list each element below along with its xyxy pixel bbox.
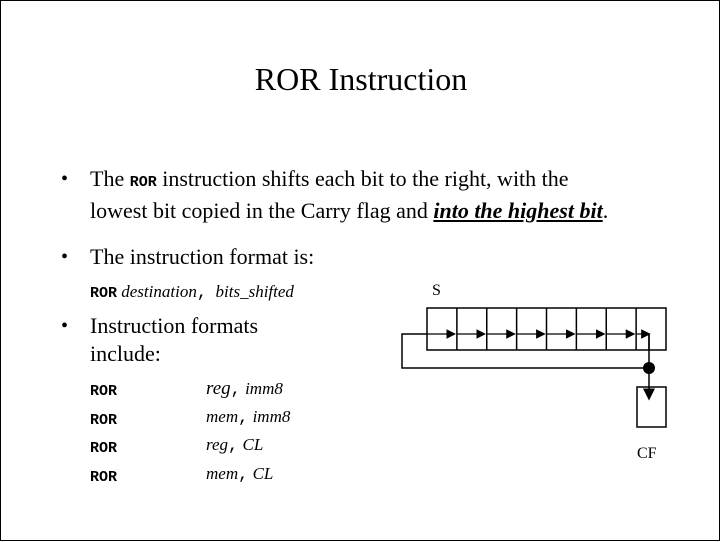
format-arg2: CL (252, 464, 274, 483)
format-keyword: ROR (90, 285, 118, 302)
rotate-path (402, 334, 649, 368)
bullet-dot: • (61, 168, 69, 190)
format-sep: , (238, 409, 249, 428)
bullet-3-line2: include: (90, 341, 161, 366)
format-arg2: imm8 (245, 379, 283, 398)
bullet-2-text: The instruction format is: (90, 244, 315, 269)
format-arg1: reg (206, 378, 231, 399)
bullet-3-line1: Instruction formats (90, 313, 259, 338)
format-op: ROR (90, 412, 118, 429)
bullet-dot: • (61, 315, 69, 337)
format-sep: , (228, 437, 239, 456)
ror-keyword: ROR (129, 174, 157, 191)
bullet-1-line2: lowest bit copied in the Carry flag and (90, 198, 434, 223)
bullet-1-line1: instruction shifts each bit to the right, with the (156, 166, 569, 191)
format-op: ROR (90, 440, 118, 457)
format-bits-shifted: bits_shifted (215, 282, 294, 301)
format-op: ROR (90, 383, 118, 400)
bullet-1-period: . (602, 198, 609, 223)
format-op: ROR (90, 469, 118, 486)
bullet-1-intro: The (90, 166, 130, 191)
format-arg1: mem (206, 464, 239, 483)
register-cells (427, 308, 650, 350)
format-arg1: reg (206, 435, 229, 454)
bullet-1-emphasis: into the highest bit (433, 198, 603, 223)
format-sep: , (238, 466, 249, 485)
format-destination: destination (121, 282, 197, 301)
carry-flag-label: CF (637, 445, 657, 462)
format-comma: , (196, 284, 208, 303)
ror-diagram (1, 1, 720, 542)
format-arg1: mem (206, 407, 239, 426)
carry-flag-box (637, 387, 666, 427)
format-arg2: CL (242, 435, 264, 454)
slide-title: ROR Instruction (254, 61, 468, 97)
register-label: S (432, 282, 441, 299)
bullet-dot: • (61, 246, 69, 268)
format-sep: , (230, 381, 241, 400)
format-arg2: imm8 (252, 407, 291, 426)
